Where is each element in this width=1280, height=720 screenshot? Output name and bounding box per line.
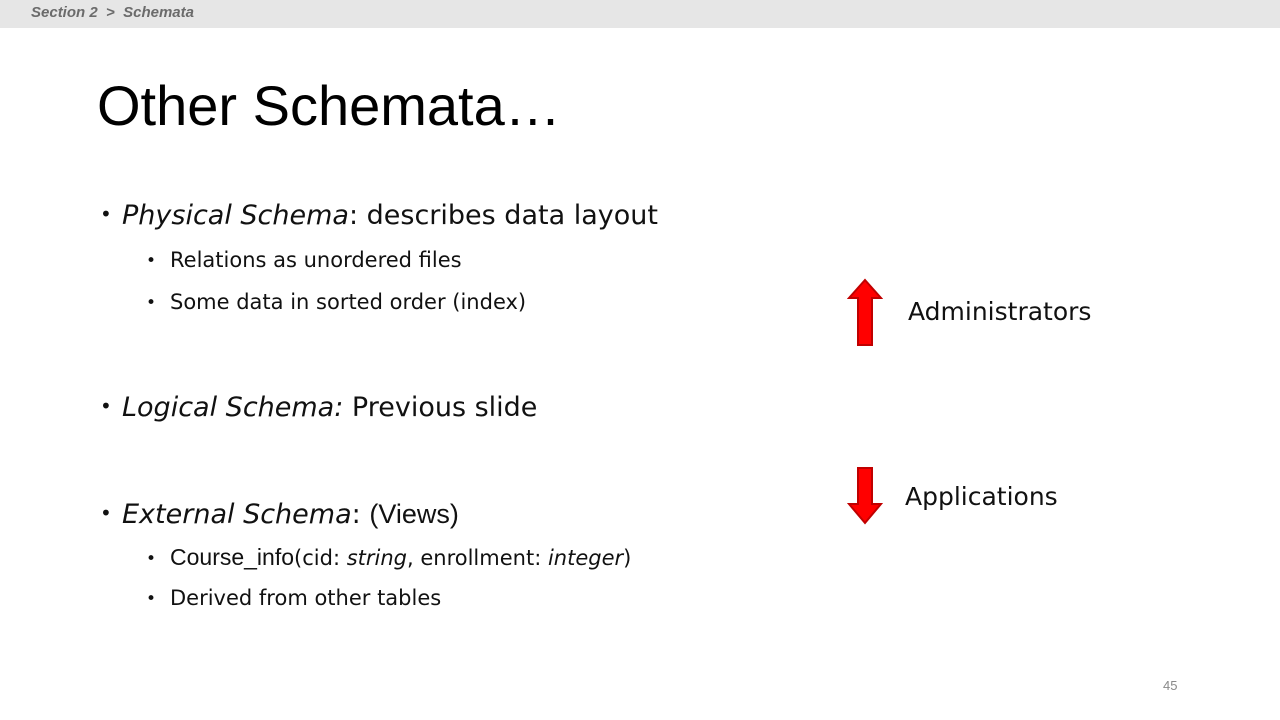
bullet-dot: • bbox=[100, 394, 112, 418]
external-schema-views: (Views) bbox=[369, 499, 459, 529]
physical-schema-term: Physical Schema bbox=[122, 200, 349, 231]
bullet-dot: • bbox=[146, 549, 157, 569]
sub-bullet-text: Some data in sorted order (index) bbox=[170, 290, 527, 314]
slide-title: Other Schemata… bbox=[97, 74, 561, 137]
sub-bullet-sorted-order bbox=[146, 288, 526, 317]
bullet-logical-schema bbox=[100, 389, 537, 425]
sub-bullet-unordered-files bbox=[146, 246, 462, 275]
bullet-dot: • bbox=[146, 251, 157, 271]
bullet-dot: • bbox=[146, 589, 157, 609]
page-number: 45 bbox=[1163, 678, 1178, 693]
bullet-dot: • bbox=[100, 202, 112, 226]
course-info-cid-label: cid: bbox=[302, 546, 347, 570]
bullet-dot: • bbox=[100, 501, 112, 525]
sub-bullet-course-info bbox=[146, 543, 631, 573]
external-schema-colon: : bbox=[351, 499, 370, 530]
breadcrumb: Section 2 > Schemata bbox=[31, 4, 194, 21]
sub-bullet-derived bbox=[146, 584, 441, 613]
administrators-label: Administrators bbox=[908, 297, 1092, 326]
arrow-up-icon bbox=[847, 278, 883, 348]
arrow-down-icon bbox=[847, 466, 883, 526]
bullet-dot: • bbox=[146, 293, 157, 313]
physical-schema-desc: : describes data layout bbox=[348, 200, 658, 231]
bullet-external-schema bbox=[100, 496, 459, 532]
sub-bullet-text: Relations as unordered files bbox=[170, 248, 462, 272]
applications-label: Applications bbox=[905, 482, 1058, 511]
bullet-physical-schema bbox=[100, 197, 658, 233]
logical-schema-desc: Previous slide bbox=[343, 392, 538, 423]
external-schema-term: External Schema bbox=[122, 499, 352, 530]
header-bar bbox=[0, 0, 1280, 28]
course-info-name: Course_info bbox=[170, 544, 295, 570]
course-info-paren-open: ( bbox=[294, 546, 303, 570]
logical-schema-term: Logical Schema: bbox=[122, 392, 344, 423]
course-info-cid-type: string bbox=[346, 546, 407, 570]
sub-bullet-text: Derived from other tables bbox=[170, 586, 442, 610]
course-info-enroll-label: , enrollment: bbox=[407, 546, 548, 570]
course-info-enroll-type: integer bbox=[547, 546, 624, 570]
course-info-paren-close: ) bbox=[623, 546, 632, 570]
